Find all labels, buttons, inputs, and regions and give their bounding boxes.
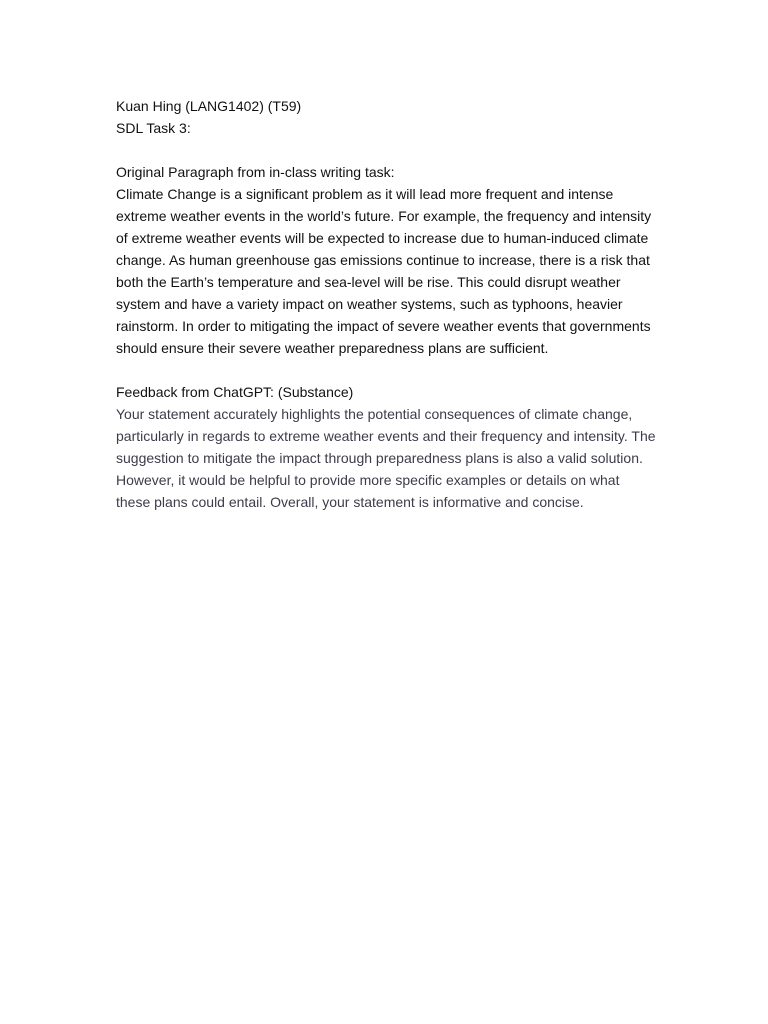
feedback-heading: Feedback from ChatGPT: (Substance)	[116, 384, 354, 400]
spacer	[116, 139, 656, 161]
spacer	[116, 359, 656, 381]
feedback-paragraph: Your statement accurately highlights the potential consequences of climate change, particularly in regards to extreme weather events and their frequency and intensity. The suggestion to mitigate the impact through preparedness plans is also a valid solution. However, it would be helpful to provide more specific examples or details on what these plans could entail. Overall, your statement is informative and concise.	[116, 406, 656, 510]
original-paragraph: Climate Change is a significant problem as it will lead more frequent and intense extreme weather events in the world’s future. For example, the frequency and intensity of extreme weather events will be expected to increase due to human-induced climate change. As human greenhouse gas emissions continue to increase, there is a risk that both the Earth’s temperature and sea-level will be rise. This could disrupt weather system and have a variety impact on weather systems, such as typhoons, heavier rainstorm. In order to mitigating the impact of severe weather events that governments should ensure their severe weather preparedness plans are sufficient.	[116, 186, 652, 356]
document-page	[116, 95, 656, 513]
task-line: SDL Task 3:	[116, 120, 191, 136]
original-heading: Original Paragraph from in-class writing task:	[116, 164, 395, 180]
author-line: Kuan Hing (LANG1402) (T59)	[116, 98, 302, 114]
